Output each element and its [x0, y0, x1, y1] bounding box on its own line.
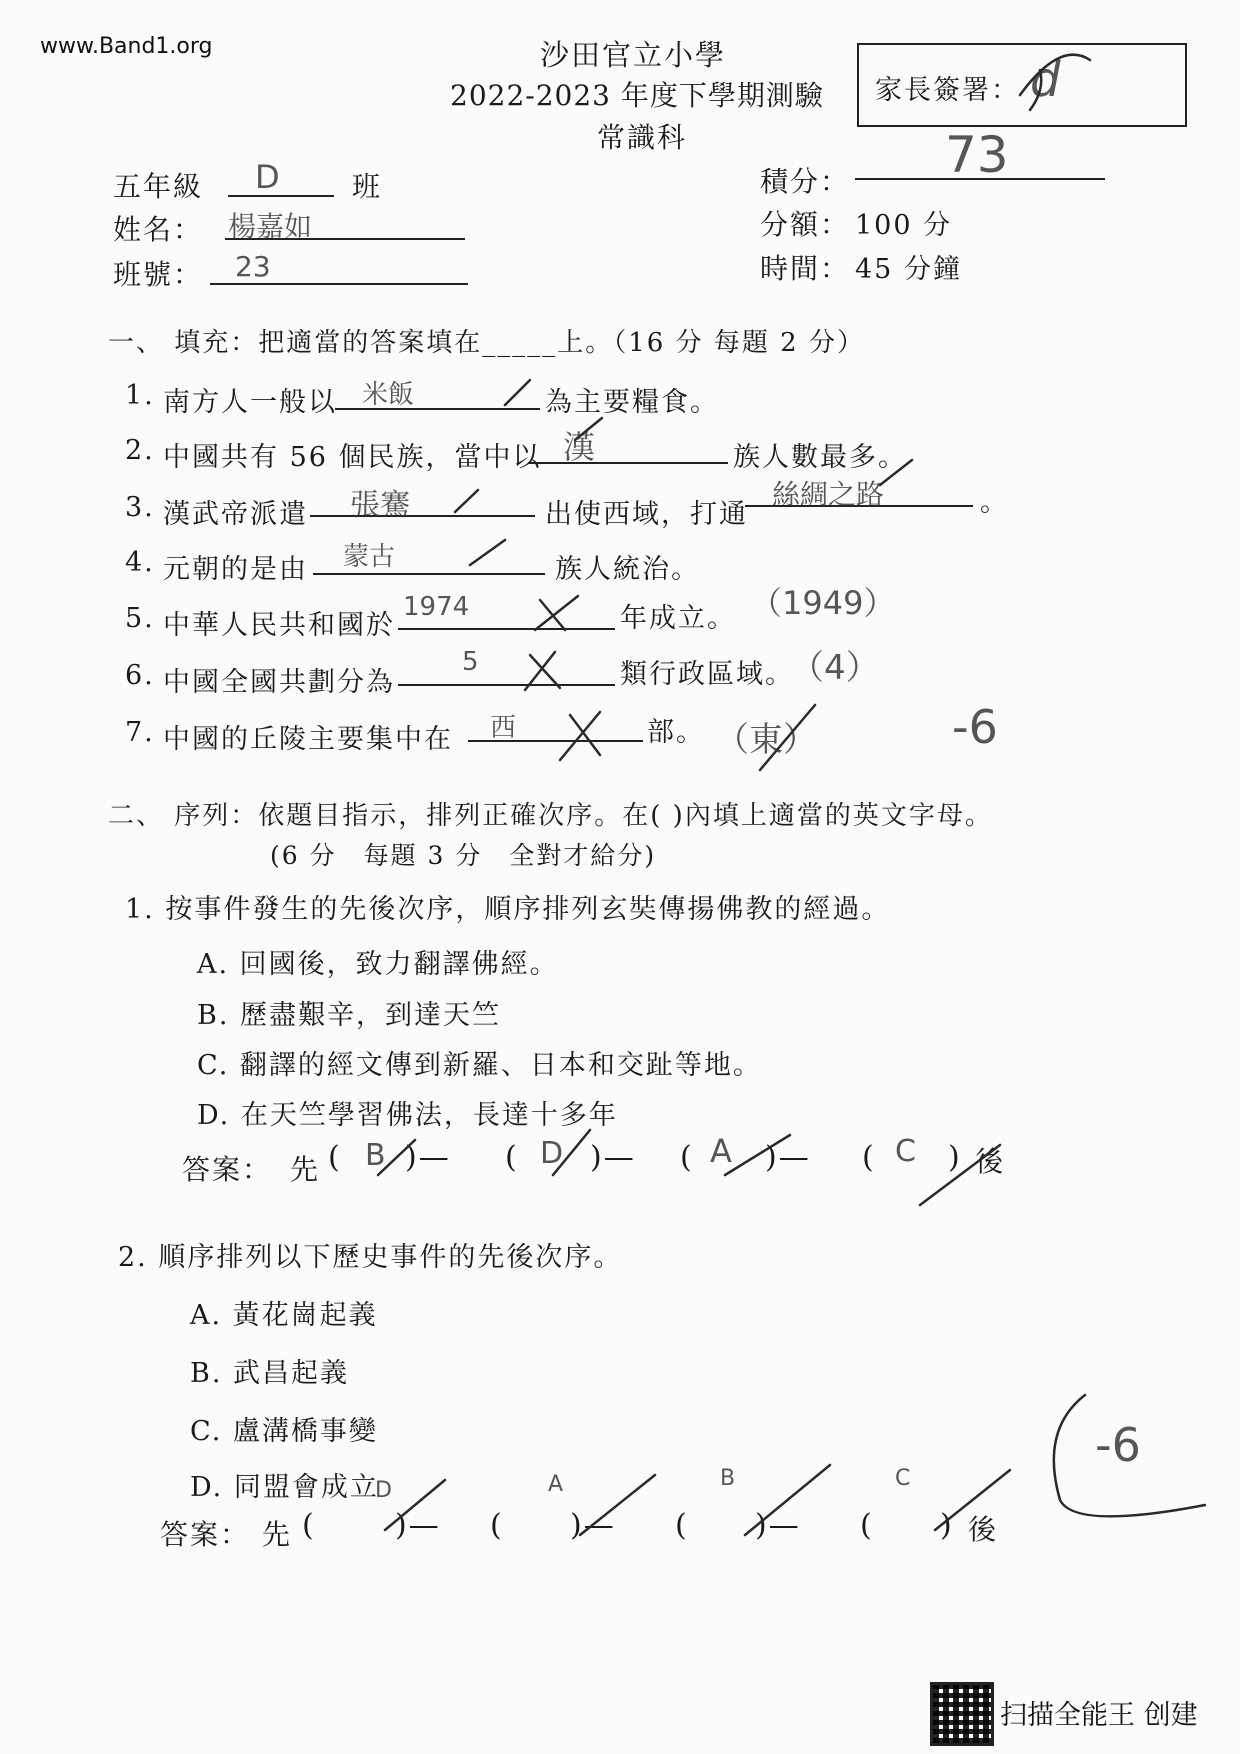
s1-q1-answer: 米飯	[362, 380, 415, 410]
time-label: 時間：	[760, 252, 851, 285]
s2-q2-close1: )—	[395, 1508, 441, 1543]
parent-signature-label: 家長簽署：	[875, 75, 1020, 106]
s1-q7-correction: （東）	[715, 720, 817, 760]
s1-q5-correction: （1949）	[750, 584, 896, 622]
s1-q2-before: 中國共有 56 個民族，當中以	[163, 442, 542, 473]
s2-q1-close1: )—	[405, 1140, 451, 1175]
s1-q2-num: 2.	[125, 435, 155, 466]
class-suffix: 班	[352, 170, 383, 203]
s1-q6-answer: 5	[462, 647, 479, 677]
s1-q3-after: 。	[980, 487, 1009, 518]
s2-q2-option-a: A. 黃花崗起義	[190, 1300, 378, 1331]
s1-q6-correction: （4）	[790, 648, 880, 688]
school-name: 沙田官立小學	[540, 38, 727, 72]
s2-q2-close3: )—	[755, 1508, 801, 1543]
s2-q1-open3: (	[680, 1140, 694, 1175]
s1-q2-after: 族人數最多。	[733, 442, 907, 473]
term-title: 2022-2023 年度下學期測驗	[450, 79, 824, 112]
s2-q1-close4: )	[948, 1140, 962, 1175]
s2-q1-open1: (	[328, 1140, 342, 1175]
time-value: 45 分鐘	[855, 254, 962, 285]
full-marks-label: 分額：	[760, 208, 851, 241]
number-label: 班號：	[113, 258, 204, 291]
s2-q1-option-d: D. 在天竺學習佛法，長達十多年	[197, 1100, 618, 1131]
watermark: www.Band1.org	[40, 34, 213, 59]
grade-label: 五年級	[113, 170, 204, 203]
s2-q1-close2: )—	[590, 1140, 636, 1175]
name-value: 楊嘉如	[228, 210, 313, 243]
s1-q5-after: 年成立。	[620, 603, 736, 634]
s1-q5-num: 5.	[125, 603, 155, 634]
score-label: 積分：	[760, 165, 851, 198]
s2-q1-option-c: C. 翻譯的經文傳到新羅、日本和交趾等地。	[197, 1050, 762, 1081]
s2-q1-option-b: B. 歷盡艱辛，到達天竺	[197, 1000, 502, 1031]
s2-q2-correction-3: B	[720, 1466, 736, 1491]
s2-q1-open2: (	[505, 1140, 519, 1175]
s1-q6-after: 類行政區域。	[620, 659, 794, 690]
s2-q1-answer-4: C	[895, 1134, 916, 1169]
s1-q7-after: 部。	[647, 717, 705, 748]
s2-q2-last: 後	[968, 1513, 999, 1546]
s1-q6-num: 6.	[125, 660, 155, 691]
s2-q1-close3: )—	[765, 1140, 811, 1175]
s1-q7-before: 中國的丘陵主要集中在	[163, 724, 453, 755]
s2-q2-open3: (	[675, 1508, 689, 1543]
section2-subheading: (6 分 每題 3 分 全對才給分)	[270, 841, 657, 870]
s1-q1-num: 1.	[125, 380, 155, 411]
s2-q2-option-c: C. 盧溝橋事變	[190, 1416, 378, 1447]
s2-q1-option-a: A. 回國後，致力翻譯佛經。	[197, 949, 559, 980]
s2-q1-answer-1: B	[365, 1138, 386, 1173]
s1-q1-after: 為主要糧食。	[545, 387, 719, 418]
s2-q2-open4: (	[860, 1508, 874, 1543]
s2-q1-answer-3: A	[710, 1132, 732, 1170]
number-value: 23	[235, 250, 271, 283]
s2-q2-option-b: B. 武昌起義	[190, 1358, 350, 1389]
s1-q3-middle: 出使西域，打通	[545, 499, 748, 530]
section1-heading: 一、 填充：把適當的答案填在_____上。（16 分 每題 2 分）	[108, 328, 865, 358]
s2-q2-first: 先	[262, 1518, 293, 1551]
s2-q1-answer-2: D	[540, 1136, 564, 1171]
s1-q7-num: 7.	[125, 717, 155, 748]
s2-q2-correction-2: A	[548, 1472, 564, 1497]
s2-q2-option-d: D. 同盟會成立	[190, 1472, 379, 1503]
s1-q5-before: 中華人民共和國於	[163, 610, 395, 641]
s1-q4-after: 族人統治。	[555, 554, 700, 585]
s1-q4-num: 4.	[125, 547, 155, 578]
name-label: 姓名：	[113, 213, 204, 246]
s2-q2-correction-1: D	[375, 1478, 392, 1503]
s2-q1-prompt: 1. 按事件發生的先後次序，順序排列玄奘傳揚佛教的經過。	[125, 894, 891, 925]
s2-q2-correction-4: C	[895, 1466, 911, 1491]
section2-deduction: -6	[1095, 1418, 1141, 1472]
section2-heading: 二、 序列：依題目指示，排列正確次序。在( )內填上適當的英文字母。	[108, 801, 993, 831]
s2-q2-answer-label: 答案：	[160, 1518, 251, 1551]
s1-q3-num: 3.	[125, 492, 155, 523]
full-marks-value: 100 分	[855, 210, 953, 241]
s2-q1-first: 先	[290, 1153, 321, 1186]
score-value: 73	[945, 126, 1009, 184]
s2-q2-close2: )—	[570, 1508, 616, 1543]
s1-q1-before: 南方人一般以	[163, 387, 337, 418]
subject-title: 常識科	[597, 121, 688, 154]
s1-q7-answer: 西	[490, 713, 517, 743]
s2-q2-close4: )	[940, 1508, 954, 1543]
parent-signature: d	[1030, 52, 1061, 108]
s2-q1-last: 後	[975, 1145, 1006, 1178]
s2-q1-answer-label: 答案：	[182, 1153, 273, 1186]
s2-q2-open1: (	[302, 1508, 316, 1543]
section1-deduction: -6	[952, 700, 998, 754]
s2-q1-open4: (	[862, 1140, 876, 1175]
s1-q3-before: 漢武帝派遣	[163, 499, 308, 530]
s1-q6-before: 中國全國共劃分為	[163, 667, 395, 698]
qr-code-icon	[930, 1682, 994, 1746]
scanner-credit: 扫描全能王 创建	[1000, 1700, 1198, 1731]
s1-q5-answer: 1974	[403, 592, 470, 622]
s1-q3-answer: 張騫	[350, 488, 410, 523]
s1-q3-answer2: 絲綢之路	[772, 478, 885, 511]
s1-q4-before: 元朝的是由	[163, 554, 308, 585]
s1-q2-answer: 漢	[563, 428, 596, 466]
s1-q4-answer: 蒙古	[343, 542, 396, 572]
class-value: D	[255, 158, 280, 196]
s2-q2-open2: (	[490, 1508, 504, 1543]
s2-q2-prompt: 2. 順序排列以下歷史事件的先後次序。	[118, 1242, 623, 1273]
